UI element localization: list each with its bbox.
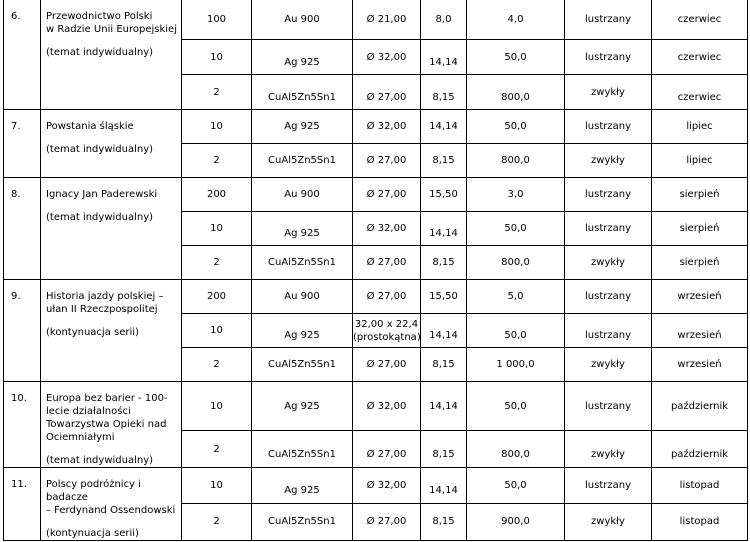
mintage-cell	[467, 431, 565, 468]
topic-note: (kontynuacja serii)	[46, 528, 139, 539]
topic-title-line: Polscy podróżnicy i badacze	[46, 479, 141, 503]
diameter-cell	[353, 348, 421, 382]
alloy-value: CuAl5Zn5Sn1	[268, 359, 336, 370]
table-row	[4, 468, 748, 504]
alloy-cell	[252, 144, 353, 178]
month-cell	[652, 503, 748, 540]
diameter-cell	[353, 503, 421, 540]
nominal-value: 10	[210, 223, 223, 234]
nominal-value: 2	[213, 257, 220, 268]
topic-note: (kontynuacja serii)	[46, 327, 139, 338]
alloy-value: CuAl5Zn5Sn1	[268, 448, 336, 460]
nominal-cell	[182, 110, 252, 144]
mintage-cell	[467, 382, 565, 431]
diameter-cell	[353, 280, 421, 314]
weight-cell	[421, 40, 467, 75]
nominal-cell	[182, 75, 252, 110]
table-body	[4, 0, 748, 541]
diameter-value: Ø 27,00	[366, 291, 407, 302]
finish-value: lustrzany	[585, 291, 631, 302]
alloy-value: CuAl5Zn5Sn1	[268, 91, 336, 103]
diameter-cell	[353, 178, 421, 212]
month-value: lipiec	[686, 155, 713, 166]
mintage-value: 50,0	[504, 400, 527, 412]
weight-cell	[421, 212, 467, 246]
diameter-note: (prostokątna)	[353, 331, 421, 343]
weight-cell	[421, 246, 467, 280]
mintage-cell	[467, 0, 565, 40]
nominal-cell	[182, 212, 252, 246]
nominal-cell	[182, 468, 252, 504]
coin-topic	[41, 280, 182, 382]
finish-value: lustrzany	[585, 51, 631, 63]
mintage-cell	[467, 348, 565, 382]
month-cell	[652, 178, 748, 212]
mintage-value: 1 000,0	[496, 359, 535, 370]
row-number: 9.	[4, 280, 41, 382]
weight-value: 15,50	[429, 189, 458, 200]
weight-value: 14,14	[429, 330, 458, 341]
month-cell	[652, 0, 748, 40]
topic-title-line: ułan II Rzeczpospolitej	[46, 304, 158, 315]
alloy-value: Ag 925	[284, 121, 320, 132]
finish-cell	[565, 0, 652, 40]
weight-cell	[421, 110, 467, 144]
mintage-value: 5,0	[507, 291, 524, 302]
weight-cell	[421, 348, 467, 382]
month-value: wrzesień	[677, 330, 722, 341]
mintage-cell	[467, 178, 565, 212]
diameter-value: Ø 32,00	[366, 51, 407, 63]
diameter-value: Ø 27,00	[366, 516, 407, 528]
diameter-cell	[353, 40, 421, 75]
month-value: wrzesień	[677, 291, 722, 302]
alloy-value: CuAl5Zn5Sn1	[268, 516, 336, 528]
alloy-value: Ag 925	[284, 56, 320, 68]
weight-value: 14,14	[429, 228, 458, 239]
finish-cell	[565, 382, 652, 431]
finish-value: zwykły	[591, 86, 625, 98]
finish-value: zwykły	[591, 257, 625, 268]
coin-topic	[41, 468, 182, 541]
mintage-value: 50,0	[504, 479, 527, 491]
table-row	[4, 178, 748, 212]
topic-title-line: – Ferdynand Ossendowski	[46, 505, 176, 516]
topic-title-line: Powstania śląskie	[46, 121, 134, 132]
finish-cell	[565, 280, 652, 314]
finish-cell	[565, 348, 652, 382]
diameter-value: Ø 21,00	[366, 14, 407, 25]
coin-topic	[41, 110, 182, 178]
topic-note: (temat indywidualny)	[46, 212, 154, 223]
table-row	[4, 0, 748, 40]
weight-value: 8,15	[432, 516, 455, 528]
diameter-cell	[353, 212, 421, 246]
nominal-cell	[182, 40, 252, 75]
finish-value: zwykły	[591, 448, 625, 460]
mintage-cell	[467, 468, 565, 504]
coin-topic	[41, 0, 182, 110]
diameter-value: Ø 32,00	[366, 400, 407, 412]
nominal-cell	[182, 246, 252, 280]
finish-cell	[565, 110, 652, 144]
alloy-cell	[252, 246, 353, 280]
row-number: 7.	[4, 110, 41, 178]
nominal-value: 10	[210, 121, 223, 132]
mintage-value: 50,0	[504, 330, 527, 341]
alloy-cell	[252, 110, 353, 144]
topic-title-line: w Radzie Unii Europejskiej	[46, 24, 177, 35]
table-row	[4, 110, 748, 144]
nominal-value: 2	[213, 155, 220, 166]
diameter-cell	[353, 75, 421, 110]
mintage-cell	[467, 144, 565, 178]
finish-value: zwykły	[591, 359, 625, 370]
weight-value: 14,14	[429, 56, 458, 68]
nominal-cell	[182, 431, 252, 468]
alloy-cell	[252, 40, 353, 75]
diameter-value: Ø 27,00	[366, 448, 407, 460]
finish-cell	[565, 212, 652, 246]
nominal-value: 200	[206, 291, 227, 302]
finish-value: zwykły	[591, 155, 625, 166]
diameter-value: Ø 27,00	[366, 257, 407, 268]
month-cell	[652, 348, 748, 382]
nominal-cell	[182, 382, 252, 431]
diameter-value: 32,00 x 22,4	[354, 318, 419, 330]
mintage-value: 4,0	[507, 14, 524, 25]
finish-value: lustrzany	[585, 223, 631, 234]
topic-title-line: lecie działalności	[46, 406, 131, 417]
weight-cell	[421, 144, 467, 178]
nominal-value: 10	[210, 400, 223, 412]
mintage-cell	[467, 110, 565, 144]
weight-cell	[421, 314, 467, 348]
finish-value: lustrzany	[585, 330, 631, 341]
nominal-cell	[182, 314, 252, 348]
alloy-cell	[252, 468, 353, 504]
month-value: sierpień	[679, 189, 720, 200]
weight-value: 14,14	[429, 400, 458, 412]
nominal-value: 100	[206, 14, 227, 25]
diameter-value: Ø 32,00	[366, 121, 407, 132]
row-number: 8.	[4, 178, 41, 280]
diameter-cell	[353, 314, 421, 348]
mintage-cell	[467, 40, 565, 75]
alloy-value: Ag 925	[284, 400, 320, 412]
nominal-cell	[182, 178, 252, 212]
finish-cell	[565, 144, 652, 178]
alloy-cell	[252, 314, 353, 348]
month-value: sierpień	[679, 257, 720, 268]
month-cell	[652, 212, 748, 246]
finish-cell	[565, 178, 652, 212]
weight-cell	[421, 280, 467, 314]
month-cell	[652, 382, 748, 431]
month-cell	[652, 468, 748, 504]
finish-value: lustrzany	[585, 479, 631, 491]
alloy-cell	[252, 212, 353, 246]
finish-value: lustrzany	[585, 400, 631, 412]
nominal-value: 2	[213, 443, 220, 455]
month-value: czerwiec	[677, 14, 722, 25]
diameter-cell	[353, 468, 421, 504]
finish-value: lustrzany	[585, 189, 631, 200]
month-cell	[652, 280, 748, 314]
mintage-cell	[467, 503, 565, 540]
weight-cell	[421, 382, 467, 431]
alloy-value: Ag 925	[284, 330, 320, 341]
alloy-value: CuAl5Zn5Sn1	[268, 155, 336, 166]
finish-value: lustrzany	[585, 121, 631, 132]
nominal-cell	[182, 348, 252, 382]
finish-cell	[565, 246, 652, 280]
mintage-value: 50,0	[504, 51, 527, 63]
month-value: czerwiec	[677, 91, 722, 103]
month-value: czerwiec	[677, 51, 722, 63]
mintage-cell	[467, 246, 565, 280]
finish-cell	[565, 431, 652, 468]
month-value: październik	[670, 400, 729, 412]
table-row	[4, 382, 748, 431]
alloy-cell	[252, 75, 353, 110]
mintage-value: 800,0	[501, 448, 530, 460]
diameter-cell	[353, 246, 421, 280]
weight-value: 8,15	[432, 91, 455, 103]
diameter-value: Ø 27,00	[366, 189, 407, 200]
weight-cell	[421, 178, 467, 212]
mintage-value: 800,0	[501, 257, 530, 268]
nominal-value: 10	[210, 479, 223, 491]
alloy-value: Ag 925	[284, 484, 320, 496]
weight-cell	[421, 431, 467, 468]
weight-value: 15,50	[429, 291, 458, 302]
month-value: listopad	[679, 479, 720, 491]
alloy-value: Ag 925	[284, 228, 320, 239]
mintage-cell	[467, 280, 565, 314]
mintage-value: 900,0	[501, 516, 530, 528]
nominal-cell	[182, 280, 252, 314]
row-number: 6.	[4, 0, 41, 110]
weight-cell	[421, 503, 467, 540]
nominal-value: 2	[213, 86, 220, 98]
finish-cell	[565, 503, 652, 540]
alloy-value: Au 900	[284, 14, 320, 25]
nominal-value: 10	[210, 325, 223, 336]
nominal-cell	[182, 503, 252, 540]
nominal-value: 2	[213, 359, 220, 370]
month-cell	[652, 314, 748, 348]
topic-title-line: Ignacy Jan Paderewski	[46, 189, 158, 200]
month-value: listopad	[679, 516, 720, 528]
nominal-value: 10	[210, 51, 223, 63]
weight-value: 8,15	[432, 257, 455, 268]
diameter-value: Ø 32,00	[366, 479, 407, 491]
coin-issue-table	[3, 0, 748, 541]
finish-cell	[565, 75, 652, 110]
month-value: sierpień	[679, 223, 720, 234]
diameter-value: Ø 27,00	[366, 359, 407, 370]
alloy-value: Au 900	[284, 291, 320, 302]
weight-value: 8,15	[432, 155, 455, 166]
alloy-cell	[252, 0, 353, 40]
month-cell	[652, 144, 748, 178]
diameter-value: Ø 27,00	[366, 155, 407, 166]
diameter-cell	[353, 110, 421, 144]
coin-topic	[41, 178, 182, 280]
nominal-value: 2	[213, 516, 220, 528]
month-value: październik	[670, 448, 729, 460]
topic-title-line: Europa bez barier - 100-	[46, 393, 168, 404]
topic-note: (temat indywidualny)	[46, 47, 154, 58]
weight-value: 14,14	[429, 121, 458, 132]
month-cell	[652, 246, 748, 280]
topic-title-line: Historia jazdy polskiej –	[46, 291, 164, 302]
month-cell	[652, 110, 748, 144]
row-number: 10.	[4, 382, 41, 468]
finish-cell	[565, 468, 652, 504]
weight-value: 8,15	[432, 448, 455, 460]
coin-topic	[41, 382, 182, 468]
finish-cell	[565, 40, 652, 75]
alloy-value: Au 900	[284, 189, 320, 200]
alloy-cell	[252, 431, 353, 468]
alloy-cell	[252, 280, 353, 314]
weight-cell	[421, 75, 467, 110]
finish-value: lustrzany	[585, 14, 631, 25]
weight-cell	[421, 0, 467, 40]
nominal-cell	[182, 144, 252, 178]
topic-note: (temat indywidualny)	[46, 455, 154, 466]
diameter-cell	[353, 431, 421, 468]
alloy-cell	[252, 503, 353, 540]
diameter-value: Ø 32,00	[366, 223, 407, 234]
mintage-cell	[467, 314, 565, 348]
mintage-value: 800,0	[501, 91, 530, 103]
month-cell	[652, 40, 748, 75]
mintage-cell	[467, 212, 565, 246]
nominal-value: 200	[206, 189, 227, 200]
alloy-cell	[252, 382, 353, 431]
topic-title-line: Ociemniałymi	[46, 432, 115, 443]
weight-cell	[421, 468, 467, 504]
finish-cell	[565, 314, 652, 348]
finish-value: zwykły	[591, 516, 625, 528]
mintage-cell	[467, 75, 565, 110]
row-number: 11.	[4, 468, 41, 541]
mintage-value: 800,0	[501, 155, 530, 166]
alloy-cell	[252, 348, 353, 382]
month-value: lipiec	[686, 121, 713, 132]
topic-title-line: Towarzystwa Opieki nad	[46, 419, 167, 430]
diameter-value: Ø 27,00	[366, 91, 407, 103]
diameter-cell	[353, 382, 421, 431]
alloy-cell	[252, 178, 353, 212]
weight-value: 8,0	[435, 14, 452, 25]
table-row	[4, 280, 748, 314]
diameter-cell	[353, 144, 421, 178]
diameter-cell	[353, 0, 421, 40]
weight-value: 8,15	[432, 359, 455, 370]
nominal-cell	[182, 0, 252, 40]
mintage-value: 50,0	[504, 121, 527, 132]
alloy-value: CuAl5Zn5Sn1	[268, 257, 336, 268]
month-cell	[652, 431, 748, 468]
month-value: wrzesień	[677, 359, 722, 370]
month-cell	[652, 75, 748, 110]
mintage-value: 50,0	[504, 223, 527, 234]
mintage-value: 3,0	[507, 189, 524, 200]
weight-value: 14,14	[429, 484, 458, 496]
topic-title-line: Przewodnictwo Polski	[46, 11, 153, 22]
topic-note: (temat indywidualny)	[46, 144, 154, 155]
